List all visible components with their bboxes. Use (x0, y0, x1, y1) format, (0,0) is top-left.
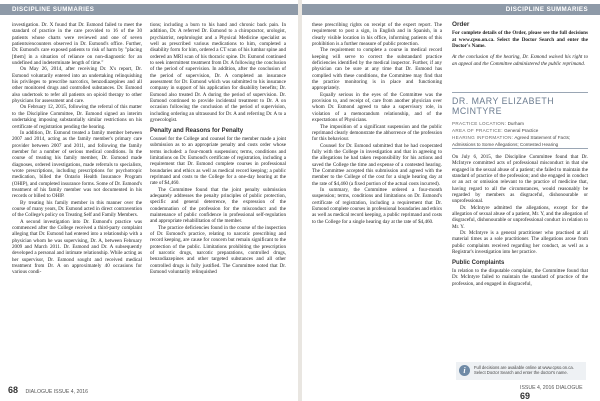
doctor-name: DR. MARY ELIZABETH MCINTYRE (452, 96, 555, 116)
paragraph: Equally serious in the eyes of the Committee was the provision to, and receipt of, care from another physician over whom Dr. Esmond agreed to take a supervisory role, in violation of a memorandum relationship, and of the expectations of Physicians. (312, 91, 442, 124)
paragraph: Dr. McIntyre is a general practitioner who practised at all material times as a sole practitioner. The allegations arose from public complaints received regarding her conduct, as well as a Registrar's investigation into her practice. (452, 230, 588, 256)
column-2 (150, 22, 286, 275)
info-icon: i (459, 365, 470, 376)
paragraph: In addition, Dr. Esmond treated a family member between 2007 and 2014, acting as the family member's primary care provider between 2007 and 2011, and following the family member for a number of serious medical conditions. In the course of treating his family member, Dr. Esmond made diagnoses, ordered investigations, made referrals to specialists, wrote prescriptions, including prescriptions for psychotropic medication, billed the Ontario Health Insurance Program (OHIP), and completed insurance forms. Some of Dr. Esmond's treatment of his family member was not documented in his records or billed to OHIP. (12, 129, 142, 200)
section-divider (452, 148, 588, 149)
hearing-info-row (452, 134, 592, 148)
paragraph: The practice deficiencies found in the course of the inspection of Dr. Esmond's practice, relating to narcotic prescribing and record keeping, are cause for concern but remain significant to the protection of the public. Limitations prohibiting the prescription of narcotic drugs, narcotic preparations, controlled drugs, benzodiazepines and other targeted substances and all other controlled drugs is fully justified. The Committee noted that Dr. Esmond voluntarily relinquished (150, 224, 286, 276)
order-section (452, 22, 588, 67)
column-1 (12, 22, 142, 276)
right-footer (520, 385, 600, 401)
right-publication: ISSUE 4, 2016 DIALOGUE (520, 385, 583, 391)
info-note-text: Full decisions are available online at www.cpso.on.ca. Select Doctor Search and enter the doctor's name. (474, 365, 574, 376)
paragraph: tions; including a burn to his hand and chronic back pain. In addition, Dr. A referred Dr. Esmond to a chiropractor, urologist, psychiatrist, nephrologist and a Physical Medicine specialist as well as prescribed various medications to him, completed a disability form for him, ordered a CT scan of his lumbar spine and ordered an MRI scan of his thoracic spine. Dr. Esmond continued to seek intermittent treatment from Dr. A following the conclusion of the period of supervision. In addition, after the conclusion of the period of supervision, Dr. A completed an insurance assessment for Dr. Esmond which was submitted to his insurance company in support of his application for disability benefits; Dr. Esmond also treated Dr. A during the period of supervision. Dr. Esmond continued to provide incidental treatment to Dr. A on occasion following the conclusion of the period of supervision, including ordering an ultrasound for Dr. A and referring Dr. A to a gynecologist. (150, 22, 286, 124)
paragraph: Counsel for Dr. Esmond submitted that he had cooperated fully with the College in investigation and that in agreeing to the allegations he had taken responsibility for his actions and saved the College the time and expense of a contested hearing. The Committee accepted this submission and agreed with the member to the College of the cost for a single hearing day at the rate of $4,460 (a fixed portion of the actual costs incurred). (312, 142, 442, 187)
left-footer (8, 385, 88, 395)
practice-location-row (452, 120, 592, 127)
left-section-label: DISCIPLINE SUMMARIES (12, 6, 95, 13)
paragraph: In summary, the Committee ordered a four-month suspension; terms, conditions and limitations on Dr. Esmond's certificate of registration, including a requirement that Dr. Esmond complete courses in professional boundaries and ethics as well as medical record keeping, a public reprimand and costs to the College for a single hearing day at the rate of $4,460. (312, 186, 443, 225)
paragraph: Counsel for the College and counsel for the member made a joint submission as to an appropriate penalty and costs order whose terms included: a four-month suspension; terms, conditions and limitations on Dr. Esmond's certificate of registration, including a requirement that Dr. Esmond complete courses in professional boundaries and ethics as well as medical record keeping; a public reprimand and costs to the College for a one-day hearing at the rate of $4,460. (150, 135, 286, 187)
left-publication: DIALOGUE ISSUE 4, 2016 (25, 389, 89, 395)
paragraph: On May 26, 2014, after receiving Dr. X's report, Dr. Esmond voluntarily entered into an undertaking relinquishing his privileges to prescribe narcotics, benzodiazepines and all other monitored drugs and controlled substances. Dr. Esmond also undertook to refer all patients on opioid therapy to other physicians for assessment and care. (12, 66, 142, 105)
right-page-number: 69 (520, 391, 531, 401)
left-page-number: 68 (8, 385, 19, 395)
paragraph: The Committee found that the joint penalty submission adequately addresses the penalty principles of public protection, specific and general deterrence, the expression of the condemnation of the profession for the misconduct and the maintenance of public confidence in professional self-regulation and appropriate rehabilitation of the member. (150, 186, 286, 225)
section-heading-public-complaints: Public Complaints (452, 259, 505, 266)
paragraph: A second investigation into Dr. Esmond's practice was commenced after the College received a third-party complaint alleging that Dr. Esmond had entered into a relationship with a physician whom he was supervising, Dr. A, between February 2009 and March 2011. Dr. Esmond and Dr. A subsequently developed a personal and intimate relationship. While acting as her supervisor, Dr. Esmond sought and received medical treatment from Dr. A on approximately 40 occasions for various condi- (12, 218, 142, 276)
paragraph: By treating his family member in this manner over the course of many years, Dr. Esmond acted in direct contravention of the College's policy on Treating Self and Family Members. (12, 199, 142, 219)
paragraph: On February 12, 2015, following the referral of this matter to the Discipline Committee, Dr. Esmond signed an interim undertaking imposing substantially similar restrictions on his certificate of registration pending the hearing. (12, 104, 142, 130)
paragraph: investigation. Dr. X found that Dr. Esmond failed to meet the standard of practice in the care provided to 16 of the 30 patients whose charts were reviewed and one of seven patients/encounters observed in Dr. Esmond's office. Further, Dr. Esmond's care exposed patients to risk of harm by "placing [them] in a situation of reliance on non-diagnostic for an undefined and indeterminate length of time." (12, 22, 142, 67)
practice-location-value: Durham (507, 121, 524, 126)
area-of-practice-row (452, 127, 592, 134)
info-note (456, 362, 586, 380)
paragraph: In relation to the disputable complaint, the Committee found that Dr. McIntyre failed to maintain the standard of practice of the profession, and engaged in disgraceful, (452, 267, 588, 287)
paragraph: On July 6, 2015, the Discipline Committee found that Dr. McIntyre committed acts of professional misconduct in that she engaged in the sexual abuse of a patient; she failed to maintain the standard of practice of the profession; and she engaged in conduct or an act or omission relevant to the practice of medicine that, having regard to all the circumstances, would reasonably be regarded by members as disgraceful, dishonourable or unprofessional. (452, 154, 588, 205)
order-conclusion: At the conclusion of the hearing, Dr. Esmond waived his right to an appeal and the Committee administered the public reprimand. (452, 54, 588, 67)
right-section-label: DISCIPLINE SUMMARIES (505, 6, 588, 13)
section-heading-penalty: Penalty and Reasons for Penalty (150, 127, 244, 134)
column-4 (452, 154, 588, 287)
practice-location-label: PRACTICE LOCATION: (452, 121, 507, 126)
paragraph: Dr. McIntyre admitted the allegations, except for the allegation of sexual abuse of a patient, Mr. Y, and the allegation of disgraceful, dishonourable or unprofessional conduct in relation to Mr. Y. (452, 204, 588, 230)
paragraph: The requirement to complete a course in medical record keeping will serve to correct the substandard practice deficiencies identified by the medical inspector. Further, if any physician can be sure at any time that Dr. Esmond has complied with these conditions, the Committee may find that the practice monitoring is in place and functioning appropriately. (312, 47, 442, 92)
paragraph: The imposition of a significant suspension and the public reprimand clearly demonstrate the abhorrence of the profession for this behaviour. (312, 123, 442, 143)
area-of-practice-label: AREA OF PRACTICE: (452, 128, 503, 133)
doctor-block (452, 96, 592, 148)
hearing-info-label: HEARING INFORMATION: (452, 135, 514, 140)
column-3 (312, 22, 442, 225)
right-section-header (302, 4, 600, 15)
section-divider (452, 92, 588, 93)
area-of-practice-value: General Practice (504, 128, 539, 133)
order-body: For complete details of the Order, please see the full decisions at www.cpso.on.ca. Select the Doctor Search and enter the Doctor's Name. (452, 30, 588, 50)
paragraph: these prescribing rights on receipt of the expert report. The requirement to post a sign, in English and in Spanish, in a clearly visible location in his office, informing patients of this prohibition is a further measure of public protection. (312, 22, 442, 48)
hearing-info-value: Agreed Statement of Facts; Admissions to Some Allegations; Contested Hearing (452, 135, 571, 147)
order-heading: Order (452, 21, 470, 28)
left-section-header (0, 4, 298, 15)
